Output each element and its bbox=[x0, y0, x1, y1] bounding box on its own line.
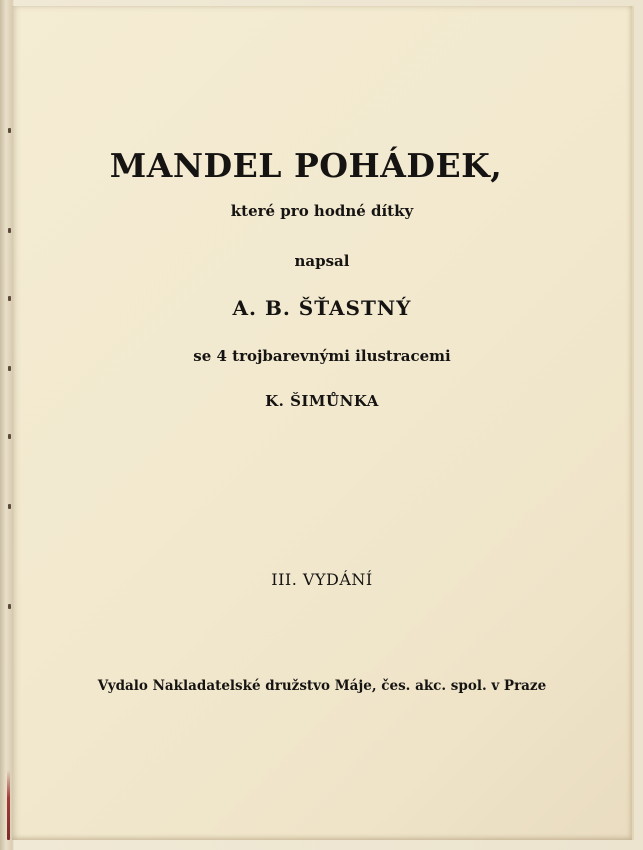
binding-hole bbox=[8, 296, 11, 301]
binding-hole bbox=[8, 434, 11, 439]
author-name: A. B. ŠŤASTNÝ bbox=[232, 296, 412, 320]
red-book-edge bbox=[7, 770, 10, 840]
binding-hole bbox=[8, 504, 11, 509]
wrote-label: napsal bbox=[294, 252, 350, 270]
binding-hole bbox=[8, 228, 11, 233]
binding-hole bbox=[8, 128, 11, 133]
illustrations-note: se 4 trojbarevnými ilustracemi bbox=[193, 347, 451, 365]
binding-hole bbox=[8, 604, 11, 609]
title-page bbox=[12, 6, 634, 840]
illustrator-name: K. ŠIMŮNKA bbox=[265, 392, 379, 410]
book-title: MANDEL POHÁDEK, bbox=[109, 146, 503, 185]
book-subtitle: které pro hodné dítky bbox=[230, 202, 414, 220]
binding-hole bbox=[8, 366, 11, 371]
publisher-line: Vydalo Nakladatelské družstvo Máje, čes. akc. spol. v Praze bbox=[97, 678, 547, 694]
edition-label: III. VYDÁNÍ bbox=[271, 570, 373, 589]
